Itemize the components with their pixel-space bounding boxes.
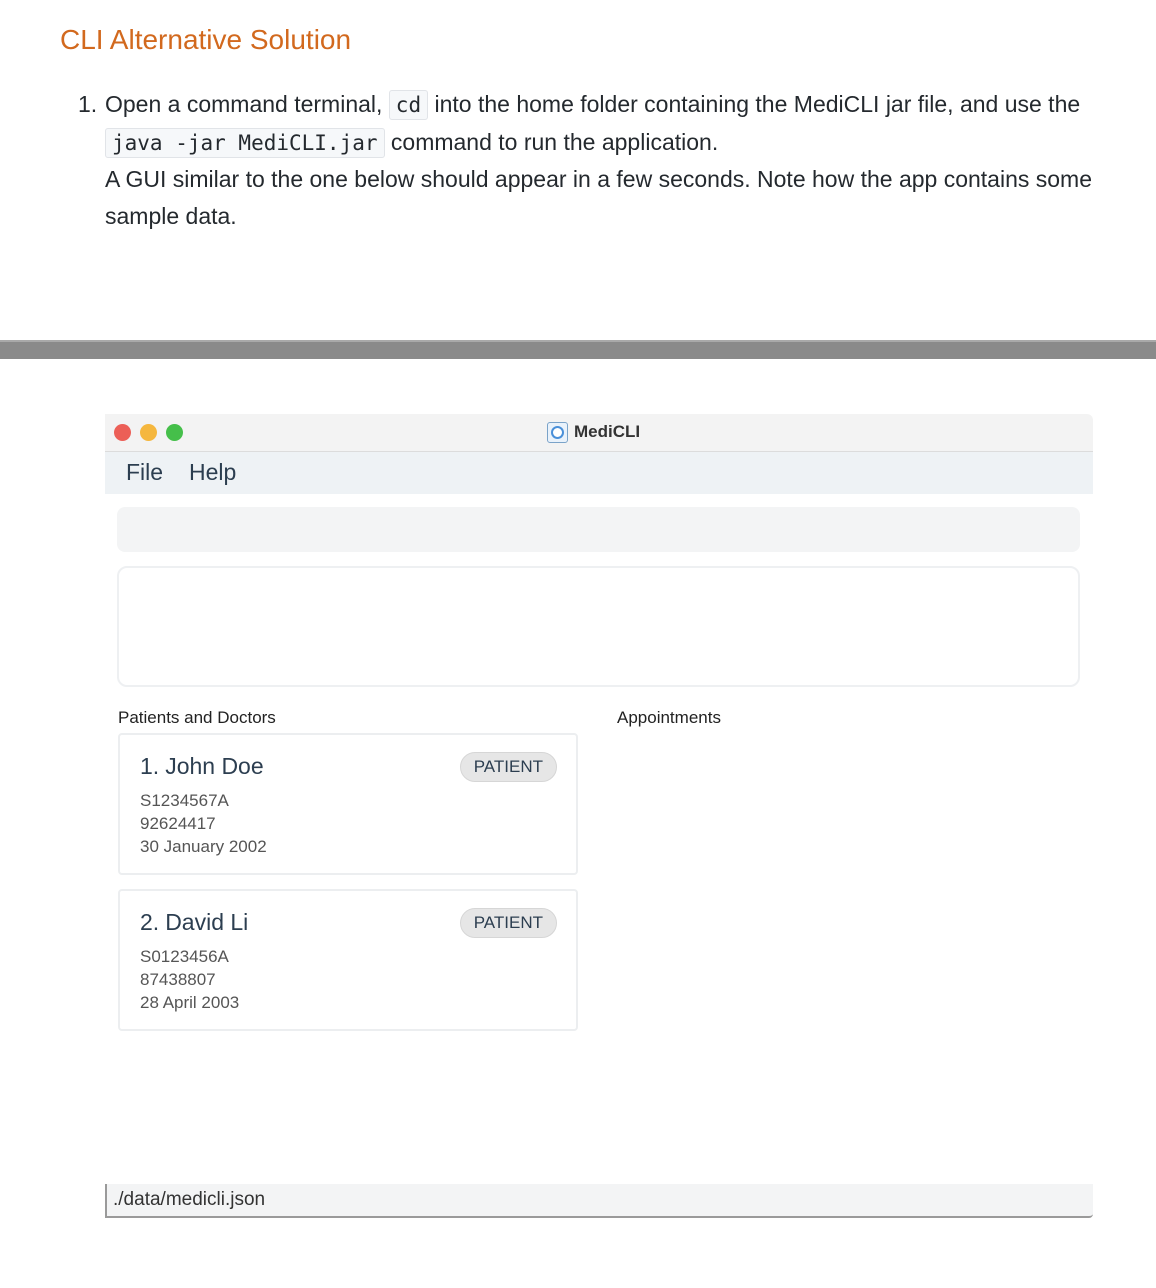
section-divider xyxy=(0,340,1156,359)
step-number: 1. xyxy=(78,91,98,117)
menu-file[interactable]: File xyxy=(126,459,164,485)
role-badge: PATIENT xyxy=(460,752,557,782)
person-name: John Doe xyxy=(165,753,264,779)
menu-help[interactable]: Help xyxy=(189,459,237,485)
persons-panel-label: Patients and Doctors xyxy=(118,708,276,727)
person-nric: S1234567A xyxy=(140,791,229,810)
step-text-3: command to run the application. xyxy=(390,128,719,155)
app-window xyxy=(105,414,1093,1218)
person-nric: S0123456A xyxy=(140,947,229,966)
appointments-panel-label: Appointments xyxy=(617,708,721,727)
role-badge: PATIENT xyxy=(460,908,557,938)
maximize-window-button[interactable] xyxy=(166,424,183,441)
section-heading: CLI Alternative Solution xyxy=(60,24,352,55)
step-text-1: Open a command terminal, xyxy=(105,91,383,117)
person-name: David Li xyxy=(165,909,249,935)
command-input[interactable] xyxy=(117,507,1080,552)
menu-bar xyxy=(105,452,1093,494)
person-phone: 92624417 xyxy=(140,814,216,833)
person-index: 2. xyxy=(140,909,160,935)
person-name-line xyxy=(140,909,248,936)
minimize-window-button[interactable] xyxy=(140,424,157,441)
step-body xyxy=(105,86,1108,234)
code-cd: cd xyxy=(389,90,428,120)
window-titlebar xyxy=(105,414,1093,452)
step-text-2: into the home folder containing the MediCLI jar file, and use the xyxy=(434,91,1081,117)
person-name-line xyxy=(140,753,264,780)
result-display xyxy=(117,566,1080,687)
code-java-jar: java -jar MediCLI.jar xyxy=(105,128,385,158)
person-dob: 28 April 2003 xyxy=(140,993,240,1012)
close-window-button[interactable] xyxy=(114,424,131,441)
window-title: MediCLI xyxy=(574,422,641,441)
person-dob: 30 January 2002 xyxy=(140,837,267,856)
app-logo-icon xyxy=(547,422,568,443)
status-bar xyxy=(105,1184,1093,1218)
window-title-group xyxy=(547,421,640,443)
person-phone: 87438807 xyxy=(140,970,216,989)
instruction-list xyxy=(78,86,1108,234)
person-card[interactable] xyxy=(118,733,578,875)
step-text-4: A GUI similar to the one below should appear in a few seconds. Note how the app contains some sample data. xyxy=(105,166,1093,229)
data-file-path: ./data/medicli.json xyxy=(113,1189,266,1210)
person-index: 1. xyxy=(140,753,160,779)
person-card[interactable] xyxy=(118,889,578,1031)
